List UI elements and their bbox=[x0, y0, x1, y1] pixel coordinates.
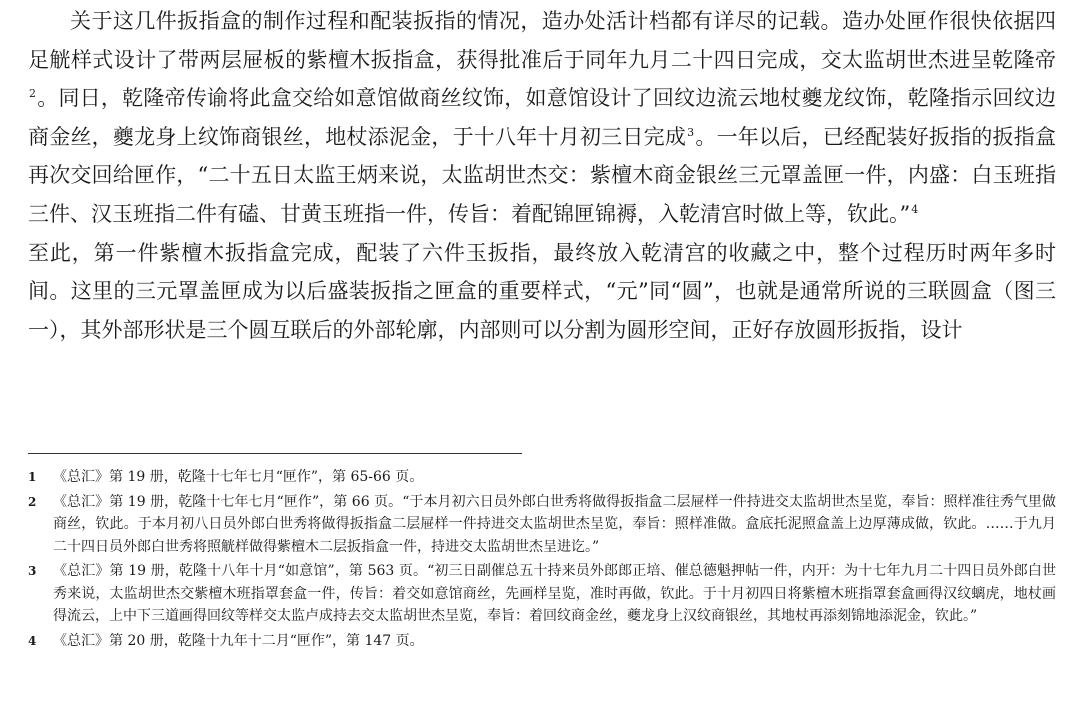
footnote-number: 4 bbox=[28, 633, 37, 648]
footnotes bbox=[28, 466, 1056, 654]
footnote-2 bbox=[28, 491, 1056, 559]
body-paragraph-continued bbox=[28, 234, 1056, 350]
main-body-text bbox=[28, 2, 1056, 349]
footnote-number: 1 bbox=[28, 470, 37, 484]
footnote-1 bbox=[28, 466, 1056, 489]
body-paragraph bbox=[28, 2, 1056, 234]
footnote-text: 《总汇》第 19 册，乾隆十八年十月“如意馆”，第 563 页。“初三日副催总五十持来员外郎郎正培、催总德魁押帖一件，内开：为十七年九月二十四日员外郎白世秀来说，太监胡世杰交紫檀木班指罩套盒一件，传旨：着交如意馆商丝，先画样呈览，准时再做，钦此。于十月初四日将紫檀木班指罩套盒画得汉纹螭虎，地杖画得流云，上中下三道画得回纹等样交太监卢成持去交太监胡世杰呈览，奉旨：着回纹商金丝，夔龙身上汉纹商银丝，其地杖再添刻锦地添泥金，钦此。” bbox=[53, 563, 1056, 624]
footnote-text: 《总汇》第 19 册，乾隆十七年七月“匣作”，第 66 页。“于本月初六日员外郎白世秀将做得扳指盒二层屉样一件持进交太监胡世杰呈览，奉旨：照样准往秀气里做商丝，钦此。于本月初八日员外郎白世秀将做得扳指盒二层屉样一件持进交太监胡世杰呈览，奉旨：照样准做。盒底托泥照盒盖上边厚薄成做，钦此。……于九月二十四日员外郎白世秀将照觥样做得紫檀木二层扳指盒一件，持进交太监胡世杰呈进讫。” bbox=[53, 493, 1056, 555]
footnote-text: 《总汇》第 20 册，乾隆十九年十二月“匣作”，第 147 页。 bbox=[53, 632, 424, 649]
body-text-segment-4: 至此，第一件紫檀木扳指盒完成，配装了六件玉扳指，最终放入乾清宫的收藏之中，整个过程历时两年多时间。这里的三元罩盖匣成为以后盛装扳指之匣盒的重要样式，“元”同“圆”，也就是通常所说的三联圆盒（图三一），其外部形状是三个圆互联后的外部轮廓，内部则可以分割为圆形空间，正好存放圆形扳指，设计 bbox=[28, 240, 1056, 342]
body-text-segment-3: 。一年以后，已经配装好扳指的扳指盒再次交回给匣作，“二十五日太监王炳来说，太监胡世杰交：紫檀木商金银丝三元罩盖匣一件，内盛：白玉班指三件、汉玉班指二件有磕、甘黄玉班指一件，传旨：着配锦匣锦褥，入乾清宫时做上等，钦此。” bbox=[28, 124, 1057, 226]
body-text-segment-1: 关于这几件扳指盒的制作过程和配装扳指的情况，造办处活计档都有详尽的记载。造办处匣作很快依据四足觥样式设计了带两层屉板的紫檀木扳指盒，获得批准后于同年九月二十四日完成，交太监胡世杰进呈乾隆帝 bbox=[28, 9, 1056, 72]
footnote-text: 《总汇》第 19 册，乾隆十七年七月“匣作”，第 65-66 页。 bbox=[53, 469, 424, 485]
body-text-segment-2: 。同日，乾隆帝传谕将此盒交给如意馆做商丝纹饰，如意馆设计了回纹边流云地杖夔龙纹饰，乾隆指示回纹边商金丝，夔龙身上纹饰商银丝，地杖添泥金，于十八年十月初三日完成 bbox=[28, 86, 1056, 149]
footnote-ref-2[interactable]: 2 bbox=[29, 87, 36, 101]
footnote-number: 2 bbox=[28, 494, 37, 509]
footnote-number: 3 bbox=[28, 564, 37, 578]
footnote-ref-4[interactable]: 4 bbox=[911, 202, 919, 216]
footnote-separator bbox=[28, 453, 522, 454]
footnote-3 bbox=[28, 560, 1056, 628]
footnote-ref-3[interactable]: 3 bbox=[687, 125, 695, 139]
footnote-4 bbox=[28, 630, 1056, 653]
